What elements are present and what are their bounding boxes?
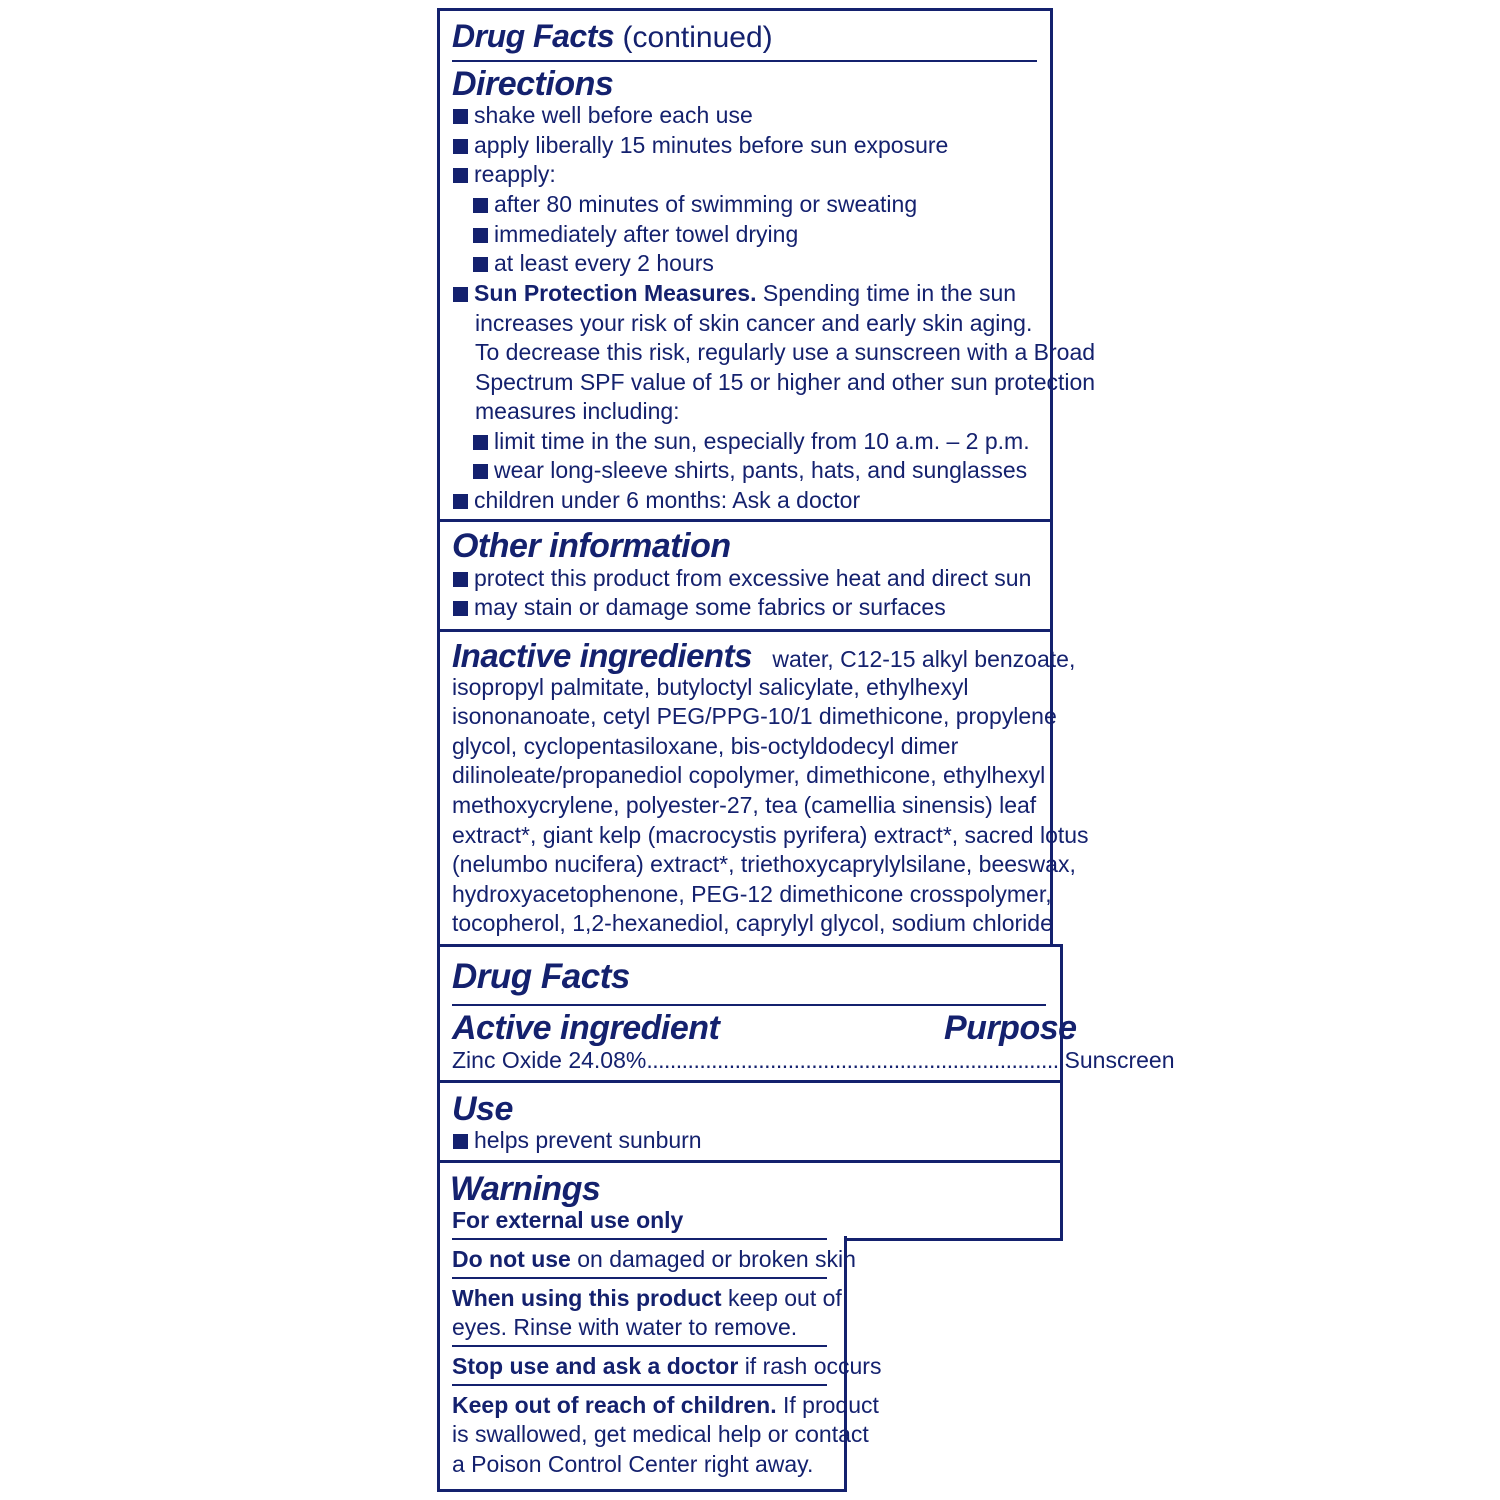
- warning-rule: [452, 1277, 827, 1279]
- directions-item-1: shake well before each use: [453, 101, 753, 131]
- sun-protection-line-4: Spectrum SPF value of 15 or higher and other sun protection: [475, 369, 1096, 395]
- sun-protection-line-3: To decrease this risk, regularly use a sunscreen with a Broad: [475, 339, 1096, 365]
- section-divider: [437, 519, 1053, 522]
- warning-rule: [452, 1238, 827, 1240]
- bullet-icon: [473, 198, 488, 213]
- leader-dots: .......................................................................: [646, 1047, 1065, 1073]
- keep-out-line-3: a Poison Control Center right away.: [452, 1451, 814, 1477]
- ingredient-purpose: Sunscreen: [1064, 1047, 1175, 1073]
- sun-protection-item: Sun Protection Measures. Spending time in the sun: [453, 279, 1016, 309]
- inactive-first-line: Inactive ingredients water, C12-15 alkyl benzoate,: [452, 637, 1076, 674]
- continued-title: Drug Facts (continued): [452, 18, 773, 54]
- sun-protection-line-5: measures including:: [475, 398, 680, 424]
- do-not-use: Do not use on damaged or broken skin: [452, 1246, 856, 1272]
- front-title: Drug Facts: [452, 957, 630, 996]
- purpose-heading: Purpose: [944, 1009, 1077, 1047]
- bullet-icon: [453, 168, 468, 183]
- use-heading: Use: [452, 1090, 513, 1128]
- bullet-icon: [453, 494, 468, 509]
- directions-heading: Directions: [452, 65, 614, 103]
- section-divider: [437, 1160, 1063, 1163]
- bullet-icon: [473, 435, 488, 450]
- directions-item-3: reapply:: [453, 160, 556, 190]
- inactive-line: glycol, cyclopentasiloxane, bis-octyldodecyl dimer: [452, 733, 959, 759]
- section-divider: [437, 629, 1053, 632]
- ingredient-row: [452, 1046, 1175, 1076]
- bullet-icon: [453, 572, 468, 587]
- directions-subitem-3: at least every 2 hours: [473, 249, 714, 279]
- inactive-line: isononanoate, cetyl PEG/PPG-10/1 dimethicone, propylene: [452, 703, 1057, 729]
- bullet-icon: [453, 109, 468, 124]
- warnings-heading: Warnings: [450, 1170, 601, 1208]
- bullet-icon: [473, 464, 488, 479]
- bullet-icon: [453, 601, 468, 616]
- bullet-icon: [453, 287, 468, 302]
- sun-protection-line-2: increases your risk of skin cancer and early skin aging.: [475, 310, 1033, 336]
- sun-subitem-2: wear long-sleeve shirts, pants, hats, and sunglasses: [473, 456, 1027, 486]
- inactive-heading: Inactive ingredients: [452, 637, 752, 674]
- directions-last-item: children under 6 months: Ask a doctor: [453, 486, 860, 516]
- bullet-icon: [473, 228, 488, 243]
- inactive-line: tocopherol, 1,2-hexanediol, caprylyl glycol, sodium chloride: [452, 910, 1053, 936]
- keep-out-line-2: is swallowed, get medical help or contact: [452, 1421, 869, 1447]
- when-using: When using this product keep out of: [452, 1285, 842, 1311]
- when-using-line-2: eyes. Rinse with water to remove.: [452, 1314, 798, 1340]
- inactive-line: methoxycrylene, polyester-27, tea (camellia sinensis) leaf: [452, 792, 1037, 818]
- bullet-icon: [453, 1134, 468, 1149]
- warning-rule: [452, 1345, 827, 1347]
- warning-rule: [452, 1384, 827, 1386]
- directions-item-2: apply liberally 15 minutes before sun exposure: [453, 131, 948, 161]
- title-rule: [452, 60, 1037, 62]
- stop-use: Stop use and ask a doctor if rash occurs: [452, 1353, 882, 1379]
- inactive-line: hydroxyacetophenone, PEG-12 dimethicone crosspolymer,: [452, 881, 1052, 907]
- inactive-line: (nelumbo nucifera) extract*, triethoxycaprylylsilane, beeswax,: [452, 851, 1076, 877]
- directions-subitem-2: immediately after towel drying: [473, 220, 798, 250]
- other-info-heading: Other information: [452, 527, 731, 565]
- bullet-icon: [453, 139, 468, 154]
- title-rule: [452, 1004, 1046, 1006]
- other-info-item-1: protect this product from excessive heat and direct sun: [453, 564, 1031, 594]
- external-use-text: For external use only: [452, 1207, 684, 1233]
- active-ingredient-heading: Active ingredient: [452, 1009, 720, 1047]
- other-info-item-2: may stain or damage some fabrics or surfaces: [453, 593, 946, 623]
- inactive-line: dilinoleate/propanediol copolymer, dimethicone, ethylhexyl: [452, 762, 1046, 788]
- bullet-icon: [473, 257, 488, 272]
- section-divider: [437, 1080, 1063, 1083]
- directions-subitem-1: after 80 minutes of swimming or sweating: [473, 190, 917, 220]
- use-item: helps prevent sunburn: [453, 1126, 702, 1156]
- ingredient-name: Zinc Oxide 24.08%: [452, 1047, 647, 1073]
- inactive-line: extract*, giant kelp (macrocystis pyrifera) extract*, sacred lotus: [452, 822, 1089, 848]
- sun-subitem-1: limit time in the sun, especially from 10 a.m. – 2 p.m.: [473, 427, 1030, 457]
- inactive-line: isopropyl palmitate, butyloctyl salicylate, ethylhexyl: [452, 674, 969, 700]
- keep-out-of-reach: Keep out of reach of children. If product: [452, 1392, 879, 1418]
